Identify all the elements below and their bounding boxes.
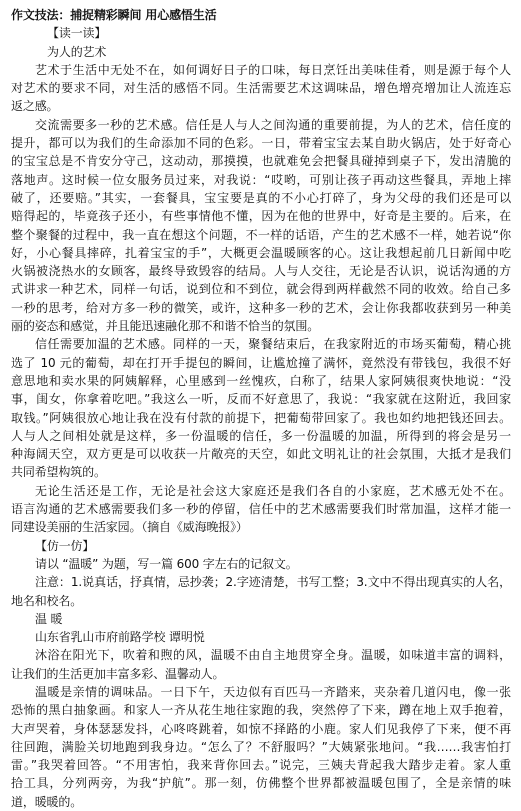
text-line: 无论生活还是工作，无论是社会这大家庭还是我们各自的小家庭，艺术感无处不在。 — [35, 483, 511, 498]
text-line: 火锅被浇热水的女顾客，最终导致毁容的结局。人与人交往，无论是否认识，说话沟通的方 — [11, 264, 511, 279]
text-line: 意思地和卖水果的阿姨解释，心里感到一丝愧疚，白称了，结果人家阿姨很爽快地说：“没 — [11, 373, 511, 388]
text-line: 艺术于生活中无处不在，如何调好日子的口味，每日烹饪出美味佳肴，则是源于每个人 — [35, 62, 511, 77]
text-line: 赔得起的，毕竟孩子还小，有些事情他不懂，因为在他的世界中，好奇是主要的。后来，在 — [11, 209, 511, 224]
text-line: 让我们的生活更加丰富多彩、温馨动人。 — [11, 666, 225, 681]
text-line: 一秒的思考，给对方多一秒的微笑，或许，这种多一秒的艺术，会让你我都收获到另一种美 — [11, 300, 511, 315]
text-line: 选了 10 元的葡萄，却在打开手提包的瞬间，让尴尬撞了满怀，竟然没有带钱包，我很不好 — [11, 355, 511, 370]
text-line: 山东省乳山市府前路学校 谭明悦 — [35, 630, 205, 645]
text-line: 请以 “温暖” 为题，写一篇 600 字左右的记叙文。 — [35, 556, 298, 571]
text-line: 【读一读】 — [47, 26, 107, 41]
text-line: 共同希望构筑的。 — [11, 465, 106, 480]
text-line: 事，闺女，你拿着吃吧。”我这么一听，反而不好意思了，我说：“我家就在这附近，我回家 — [11, 392, 511, 407]
text-line: 往回跑，满脸关切地跑到我身边。“怎么了？不舒服吗？”大姨紧张地问。“我……我害怕打 — [11, 739, 511, 754]
text-line: 注意：1.说真话，抒真情，忌抄袭；2.字迹清楚，书写工整；3.文中不得出现真实的人名， — [35, 575, 511, 590]
text-line: 返之感。 — [11, 99, 59, 114]
text-line: 提升，都可以为我们的生命添加不同的色彩。一日，带着宝宝去某自助火锅店，处于好奇心 — [11, 136, 511, 151]
text-line: 温暖是亲情的调味品。一日下午，天边似有百匹马一齐踏来，夹杂着几道闪电，像一张 — [35, 684, 511, 699]
text-line: 作文技法：捕捉精彩瞬间 用心感悟生活 — [11, 8, 217, 22]
text-line: 取钱。”阿姨很放心地让我在没有付款的前提下，把葡萄带回家了。我也如约地把钱还回去。 — [11, 410, 511, 425]
text-line: 整个聚餐的过程中，我一直在想这个问题，不一样的话语，产生的艺术感不一样，她若说“你 — [11, 227, 511, 242]
text-line: 种海阔天空，双方更是可以收获一片敞亮的天空，如此文明礼让的社会氛围，大抵才是我们 — [11, 447, 511, 462]
text-line: 人与人之间相处就是这样，多一份温暖的信任，多一份温暖的加温，所得到的将会是另一 — [11, 428, 511, 443]
text-line: 落地声。这时候一位女服务员过来，对我说：“哎哟，可别让孩子再动这些餐具，弄地上摔 — [11, 172, 511, 187]
text-line: 好，小心餐具摔碎，扎着宝宝的手”，大概更会温暖顾客的心。这让我想起前几日新闻中吃 — [11, 245, 511, 260]
text-line: 丽的姿态和感觉，并且能迅速融化那不和谐不恰当的氛围。 — [11, 319, 320, 334]
text-line: 信任需要加温的艺术感。同样的一天，聚餐结束后，在我家附近的市场买葡萄，精心挑 — [35, 337, 511, 352]
text-line: 恐怖的黑白抽象画。和家人一齐从花生地往家跑的我，突然停了下来，蹲在地上双手抱着， — [11, 703, 511, 718]
text-line: 对艺术的要求不同，对生活的感悟不同。生活需要艺术这调味品，增色增亮增加让人流连忘 — [11, 81, 511, 96]
text-line: 【仿一仿】 — [35, 538, 95, 553]
text-line: 雷。”我哭着回答。“不用害怕，我来背你回去。”说完，三姨夫背起我大踏步走着。家人重 — [11, 758, 511, 773]
text-line: 地名和校名。 — [11, 593, 83, 608]
text-line: 的宝宝总是不肯安分守己，这动动，那摸摸，也就难免会把餐具碰掉到桌子下，发出清脆的 — [11, 154, 511, 169]
text-line: 交流需要多一秒的艺术感。信任是人与人之间沟通的重要前提，为人的艺术，信任度的 — [35, 117, 511, 132]
text-line: 大声哭着，身体瑟瑟发抖，心咚咚跳着，如惊不择路的小鹿。家人们见我停了下来，便不再 — [11, 721, 511, 736]
text-line: 道，暖暖的。 — [11, 794, 83, 809]
text-line: 语言沟通的艺术感需要我们多一秒的停留，信任中的艺术感需要我们时常加温，这样才能一 — [11, 502, 511, 517]
text-line: 式讲求一种艺术，同样一句话，说到位和不到位，就会得到两样截然不同的收效。给自己多 — [11, 282, 511, 297]
text-line: 拾工具，分列两旁，为我“护航”。那一刻，仿佛整个世界都被温暖包围了，全是亲情的味 — [11, 776, 511, 791]
text-line: 温 暖 — [35, 611, 63, 626]
text-line: 为人的艺术 — [47, 44, 107, 59]
text-line: 破了，还要赔。”其实，一套餐具，宝宝要是真的不小心打碎了，身为父母的我们还是可以 — [11, 190, 511, 205]
text-line: 同建设美丽的生活家园。（摘自《威海晚报》） — [11, 520, 248, 535]
text-line: 沐浴在阳光下，吹着和煦的风，温暖不由自主地贯穿全身。温暖，如味道丰富的调料， — [35, 648, 511, 663]
